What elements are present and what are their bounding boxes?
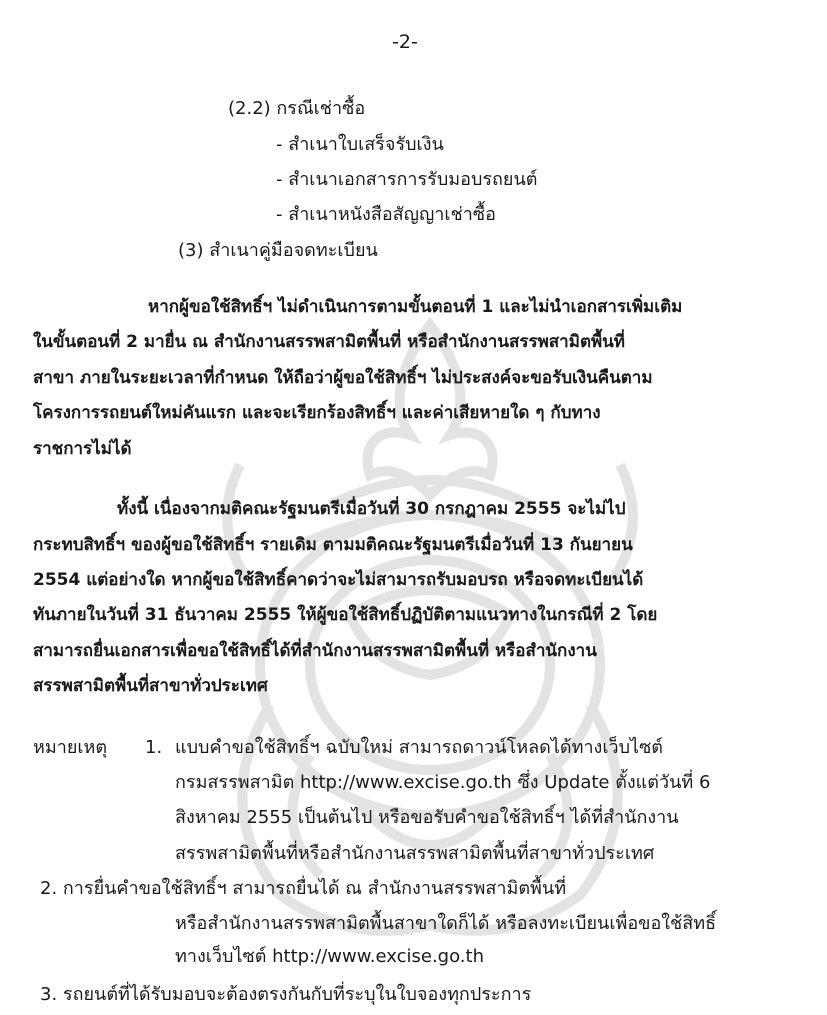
list-subitem: - สำเนาหนังสือสัญญาเช่าซื้อ — [276, 204, 496, 225]
note-1-number: 1. — [145, 737, 163, 758]
note-3-line: 3. รถยนต์ที่ได้รับมอบจะต้องตรงกันกับที่ระบุในใบจองทุกประการ — [40, 984, 532, 1005]
paragraph-line: หากผู้ขอใช้สิทธิ์ฯ ไม่ดำเนินการตามขั้นตอนที่ 1 และไม่นำเอกสารเพิ่มเติม — [148, 297, 683, 317]
page-number: -2- — [392, 31, 418, 53]
paragraph-line: ทันภายในวันที่ 31 ธันวาคม 2555 ให้ผู้ขอใช้สิทธิ์ปฏิบัติตามแนวทางในกรณีที่ 2 โดย — [33, 605, 658, 625]
paragraph-line: โครงการรถยนต์ใหม่คันแรก และจะเรียกร้องสิทธิ์ฯ และค่าเสียหายใด ๆ กับทาง — [33, 403, 601, 423]
note-2-line: ทางเว็บไซต์ http://www.excise.go.th — [175, 946, 484, 967]
note-2-line: 2. การยื่นคำขอใช้สิทธิ์ฯ สามารถยื่นได้ ณ สำนักงานสรรพสามิตพื้นที่ — [40, 878, 567, 899]
paragraph-line: ในขั้นตอนที่ 2 มายื่น ณ สำนักงานสรรพสามิตพื้นที่ หรือสำนักงานสรรพสามิตพื้นที่ — [33, 332, 626, 352]
paragraph-line: สาขา ภายในระยะเวลาที่กำหนด ให้ถือว่าผู้ขอใช้สิทธิ์ฯ ไม่ประสงค์จะขอรับเงินคืนตาม — [33, 368, 653, 388]
note-2-line: หรือสำนักงานสรรพสามิตพื้นสาขาใดก็ได้ หรือลงทะเบียนเพื่อขอใช้สิทธิ์ — [175, 913, 717, 934]
note-1-line: กรมสรรพสามิต http://www.excise.go.th ซึ่ง Update ตั้งแต่วันที่ 6 — [175, 772, 711, 793]
note-1-line: สิงหาคม 2555 เป็นต้นไป หรือขอรับคำขอใช้สิทธิ์ฯ ได้ที่สำนักงาน — [175, 807, 679, 828]
paragraph-line: สามารถยื่นเอกสารเพื่อขอใช้สิทธิ์ได้ที่สำนักงานสรรพสามิตพื้นที่ หรือสำนักงาน — [33, 641, 597, 661]
paragraph-line: กระทบสิทธิ์ฯ ของผู้ขอใช้สิทธิ์ฯ รายเดิม ตามมติคณะรัฐมนตรีเมื่อวันที่ 13 กันยายน — [33, 535, 633, 555]
paragraph-line: 2554 แต่อย่างใด หากผู้ขอใช้สิทธิ์คาดว่าจะไม่สามารถรับมอบรถ หรือจดทะเบียนได้ — [33, 570, 644, 590]
paragraph-line: สรรพสามิตพื้นที่สาขาทั่วประเทศ — [33, 676, 268, 696]
note-1-line: แบบคำขอใช้สิทธิ์ฯ ฉบับใหม่ สามารถดาวน์โหลดได้ทางเว็บไซต์ — [175, 737, 663, 758]
list-item-3: (3) สำเนาคู่มือจดทะเบียน — [178, 240, 378, 261]
paragraph-line: ราชการไม่ได้ — [33, 439, 132, 459]
list-item-2-2: (2.2) กรณีเช่าซื้อ — [228, 98, 366, 119]
notes-label: หมายเหตุ — [33, 737, 108, 758]
note-1-line: สรรพสามิตพื้นที่หรือสำนักงานสรรพสามิตพื้นที่สาขาทั่วประเทศ — [175, 843, 655, 864]
list-subitem: - สำเนาใบเสร็จรับเงิน — [276, 134, 444, 155]
paragraph-line: ทั้งนี้ เนื่องจากมติคณะรัฐมนตรีเมื่อวันที่ 30 กรกฎาคม 2555 จะไม่ไป — [117, 499, 626, 519]
list-subitem: - สำเนาเอกสารการรับมอบรถยนต์ — [276, 169, 538, 190]
